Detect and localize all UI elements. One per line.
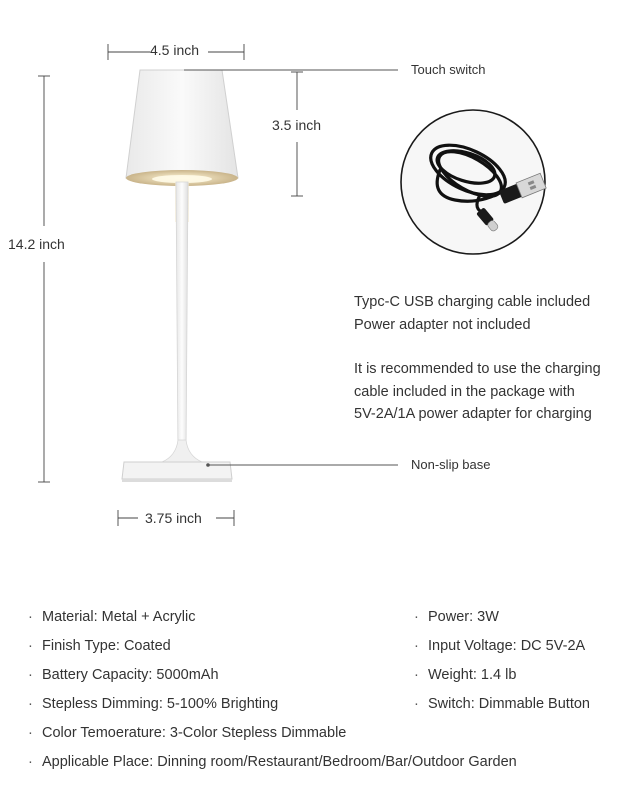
charging-info: [354, 291, 601, 426]
top-width-label: 4.5 inch: [150, 42, 200, 58]
spec-item: [28, 754, 517, 783]
bullet: ·: [28, 754, 33, 770]
specs-right-list: [414, 609, 590, 725]
lamp-stem: [176, 182, 188, 455]
spec-item: [414, 667, 590, 696]
dimension-total-height: [38, 76, 50, 482]
bullet: ·: [414, 609, 419, 625]
info-line: 5V-2A/1A power adapter for charging: [354, 406, 592, 422]
bullet: ·: [414, 667, 419, 683]
bullet: ·: [28, 638, 33, 654]
bullet: ·: [28, 725, 33, 741]
base-width-label: 3.75 inch: [145, 510, 202, 526]
spec-text: Material: Metal + Acrylic: [42, 609, 196, 625]
info-line: Power adapter not included: [354, 316, 531, 333]
bullet: ·: [414, 638, 419, 654]
bullet: ·: [28, 667, 33, 683]
lamp-shade: [126, 70, 238, 178]
spec-text: Power: 3W: [428, 609, 499, 625]
spec-text: Applicable Place: Dinning room/Restaurant/Bedroom/Bar/Outdoor Garden: [42, 754, 517, 770]
bullet: ·: [414, 696, 419, 712]
spec-text: Switch: Dimmable Button: [428, 696, 590, 712]
bullet: ·: [28, 696, 33, 712]
info-line: Typc-C USB charging cable included: [354, 294, 591, 310]
total-height-label: 14.2 inch: [8, 236, 65, 252]
spec-text: Weight: 1.4 lb: [428, 667, 517, 683]
shade-height-label: 3.5 inch: [272, 117, 322, 133]
dimension-shade-height: [291, 72, 303, 196]
spec-item: [28, 725, 517, 754]
spec-text: Color Temoerature: 3-Color Stepless Dimmable: [42, 725, 347, 741]
spec-text: Battery Capacity: 5000mAh: [42, 667, 219, 683]
non-slip-base-label: Non-slip base: [411, 457, 491, 472]
info-line: cable included in the package with: [354, 383, 575, 400]
spec-text: Stepless Dimming: 5-100% Brighting: [42, 696, 279, 712]
bullet: ·: [28, 609, 33, 625]
spec-item: [414, 609, 590, 638]
usb-cable-image: [401, 110, 546, 254]
spec-item: [414, 696, 590, 725]
touch-switch-label: Touch switch: [411, 62, 486, 77]
spec-item: [414, 638, 590, 667]
spec-text: Input Voltage: DC 5V-2A: [428, 638, 586, 654]
info-line: It is recommended to use the charging: [354, 361, 601, 377]
spec-text: Finish Type: Coated: [42, 638, 171, 654]
